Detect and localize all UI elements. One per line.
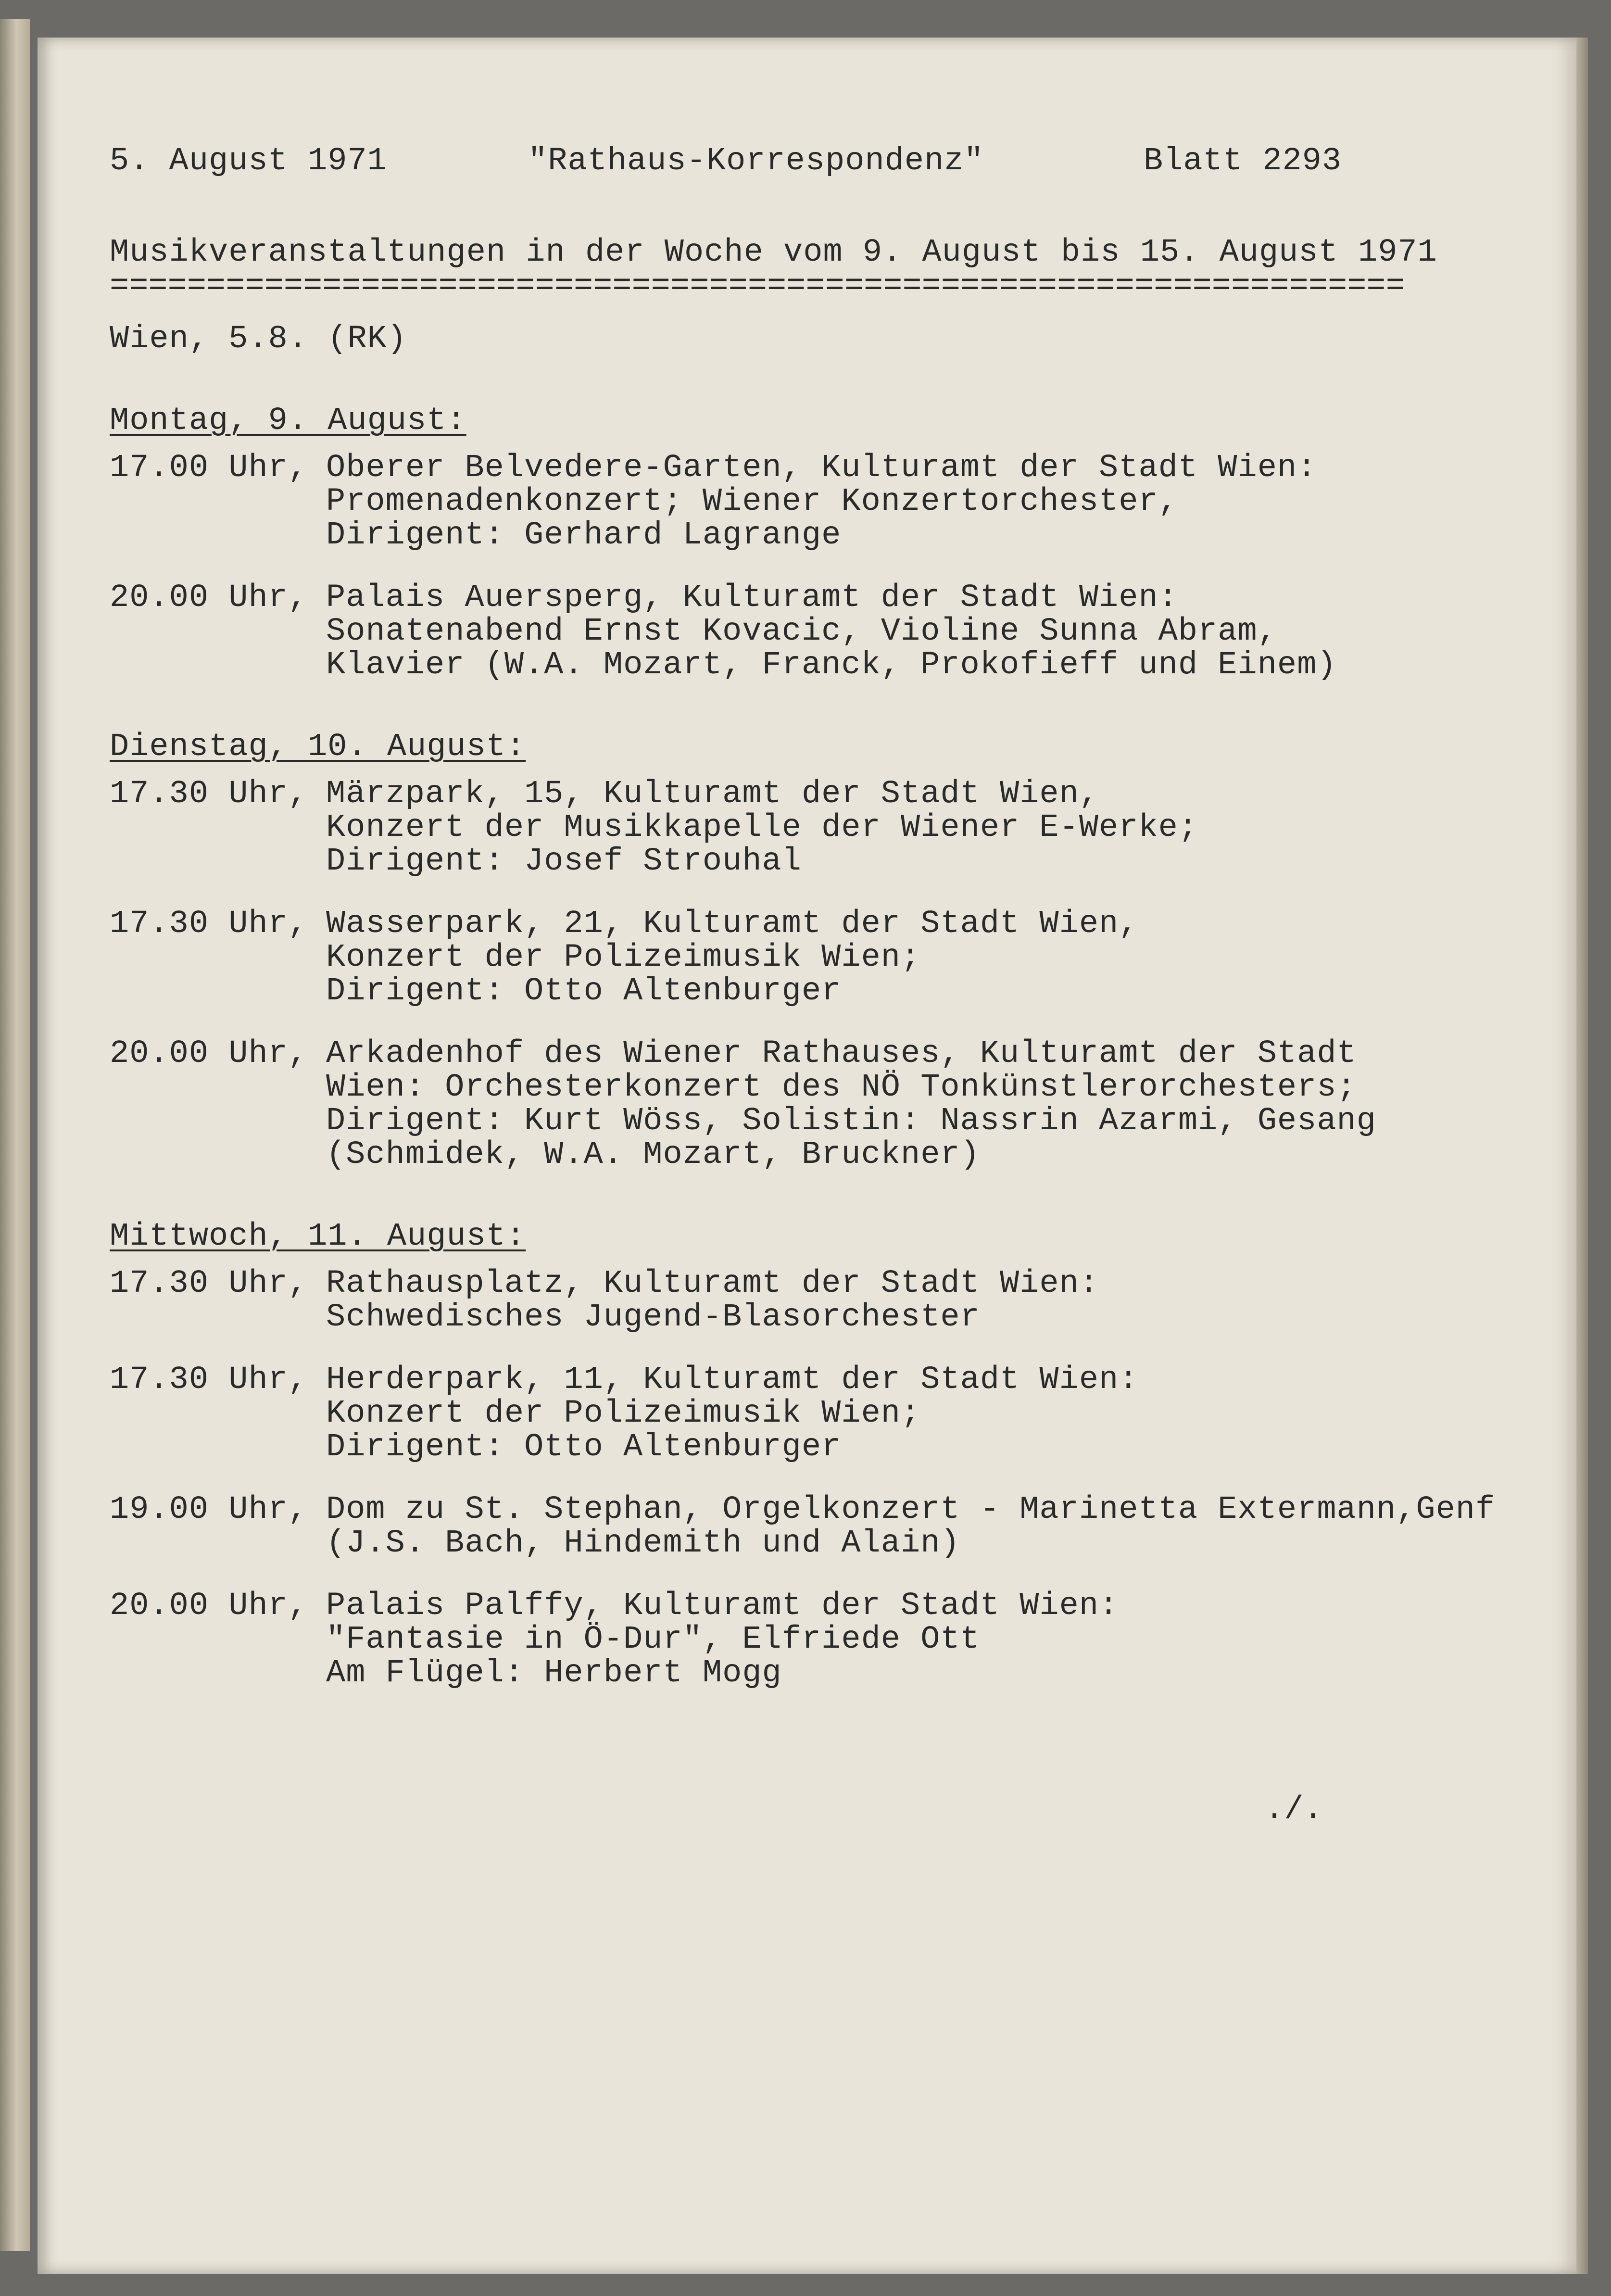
event-line: Konzert der Musikkapelle der Wiener E-Werke; [326, 809, 1198, 846]
event-line: Palais Auersperg, Kulturamt der Stadt Wien: [326, 580, 1178, 616]
event-details [326, 777, 1528, 878]
page-edge [1576, 38, 1588, 2274]
event [110, 1589, 1528, 1690]
event-line: Dom zu St. Stephan, Orgelkonzert - Marinetta Extermann,Genf [326, 1491, 1496, 1528]
event-line: Sonatenabend Ernst Kovacic, Violine Sunna Abram, [326, 613, 1277, 650]
event-line: Rathausplatz, Kulturamt der Stadt Wien: [326, 1265, 1099, 1302]
event-line: Schwedisches Jugend-Blasorchester [326, 1299, 980, 1336]
event-details [326, 1493, 1528, 1560]
header-date: 5. August 1971 [110, 143, 387, 179]
event-time: 19.00 Uhr, [110, 1491, 308, 1528]
event-line: Märzpark, 15, Kulturamt der Stadt Wien, [326, 776, 1099, 812]
event-line: Dirigent: Gerhard Lagrange [326, 517, 842, 554]
event-time: 17.00 Uhr, [110, 450, 308, 486]
event-details [326, 1589, 1528, 1690]
day-section [110, 1220, 1528, 1690]
event [110, 1363, 1528, 1464]
event-time: 17.30 Uhr, [110, 776, 308, 812]
event-line: Dirigent: Otto Altenburger [326, 973, 842, 1009]
event-line: (J.S. Bach, Hindemith und Alain) [326, 1525, 960, 1562]
schedule [110, 404, 1528, 1690]
event-time: 17.30 Uhr, [110, 1265, 308, 1302]
event-time: 20.00 Uhr, [110, 1588, 308, 1624]
event-line: Promenadenkonzert; Wiener Konzertorchester, [326, 483, 1178, 520]
event-line: Wien: Orchesterkonzert des NÖ Tonkünstlerorchesters; [326, 1069, 1357, 1106]
event-line: Palais Palffy, Kulturamt der Stadt Wien: [326, 1588, 1119, 1624]
event-details [326, 1267, 1528, 1334]
event-line: Am Flügel: Herbert Mogg [326, 1655, 782, 1691]
event-line: Konzert der Polizeimusik Wien; [326, 1395, 921, 1432]
event-time: 20.00 Uhr, [110, 1035, 308, 1072]
event [110, 451, 1528, 552]
event [110, 1493, 1528, 1560]
event-line: Konzert der Polizeimusik Wien; [326, 939, 921, 976]
event-line: (Schmidek, W.A. Mozart, Bruckner) [326, 1136, 980, 1173]
adjacent-page-edge [0, 19, 30, 2251]
event-details [326, 1037, 1528, 1172]
event [110, 907, 1528, 1008]
event-details [326, 451, 1528, 552]
header-sheet-number: Blatt 2293 [1144, 143, 1342, 179]
event-line: Wasserpark, 21, Kulturamt der Stadt Wien, [326, 906, 1139, 942]
event-line: Dirigent: Otto Altenburger [326, 1429, 842, 1465]
event-details [326, 907, 1528, 1008]
day-section [110, 404, 1528, 682]
event-time: 20.00 Uhr, [110, 580, 308, 616]
day-heading: Mittwoch, 11. August: [110, 1218, 526, 1255]
event-line: "Fantasie in Ö-Dur", Elfriede Ott [326, 1621, 980, 1658]
document-content [110, 144, 1528, 1690]
event [110, 1267, 1528, 1334]
event-line: Arkadenhof des Wiener Rathauses, Kulturamt der Stadt [326, 1035, 1357, 1072]
header-publication: "Rathaus-Korrespondenz" [528, 143, 984, 179]
continuation-mark: ./. [1265, 1791, 1323, 1828]
event [110, 1037, 1528, 1172]
title-rule: =================================================================== [110, 269, 1405, 298]
event-time: 17.30 Uhr, [110, 906, 308, 942]
day-section [110, 730, 1528, 1172]
event-line: Herderpark, 11, Kulturamt der Stadt Wien: [326, 1362, 1139, 1398]
day-heading: Montag, 9. August: [110, 403, 466, 439]
event-details [326, 1363, 1528, 1464]
event-line: Dirigent: Josef Strouhal [326, 843, 802, 880]
event-time: 17.30 Uhr, [110, 1362, 308, 1398]
event-details [326, 581, 1528, 682]
event [110, 581, 1528, 682]
event-line: Dirigent: Kurt Wöss, Solistin: Nassrin Azarmi, Gesang [326, 1103, 1376, 1139]
dateline: Wien, 5.8. (RK) [110, 321, 407, 357]
event-line: Klavier (W.A. Mozart, Franck, Prokofieff und Einem) [326, 647, 1337, 683]
document-title: Musikveranstaltungen in der Woche vom 9. August bis 15. August 1971 [110, 234, 1437, 271]
day-heading: Dienstag, 10. August: [110, 729, 526, 765]
event-line: Oberer Belvedere-Garten, Kulturamt der Stadt Wien: [326, 450, 1317, 486]
event [110, 777, 1528, 878]
page-header [110, 144, 1528, 183]
